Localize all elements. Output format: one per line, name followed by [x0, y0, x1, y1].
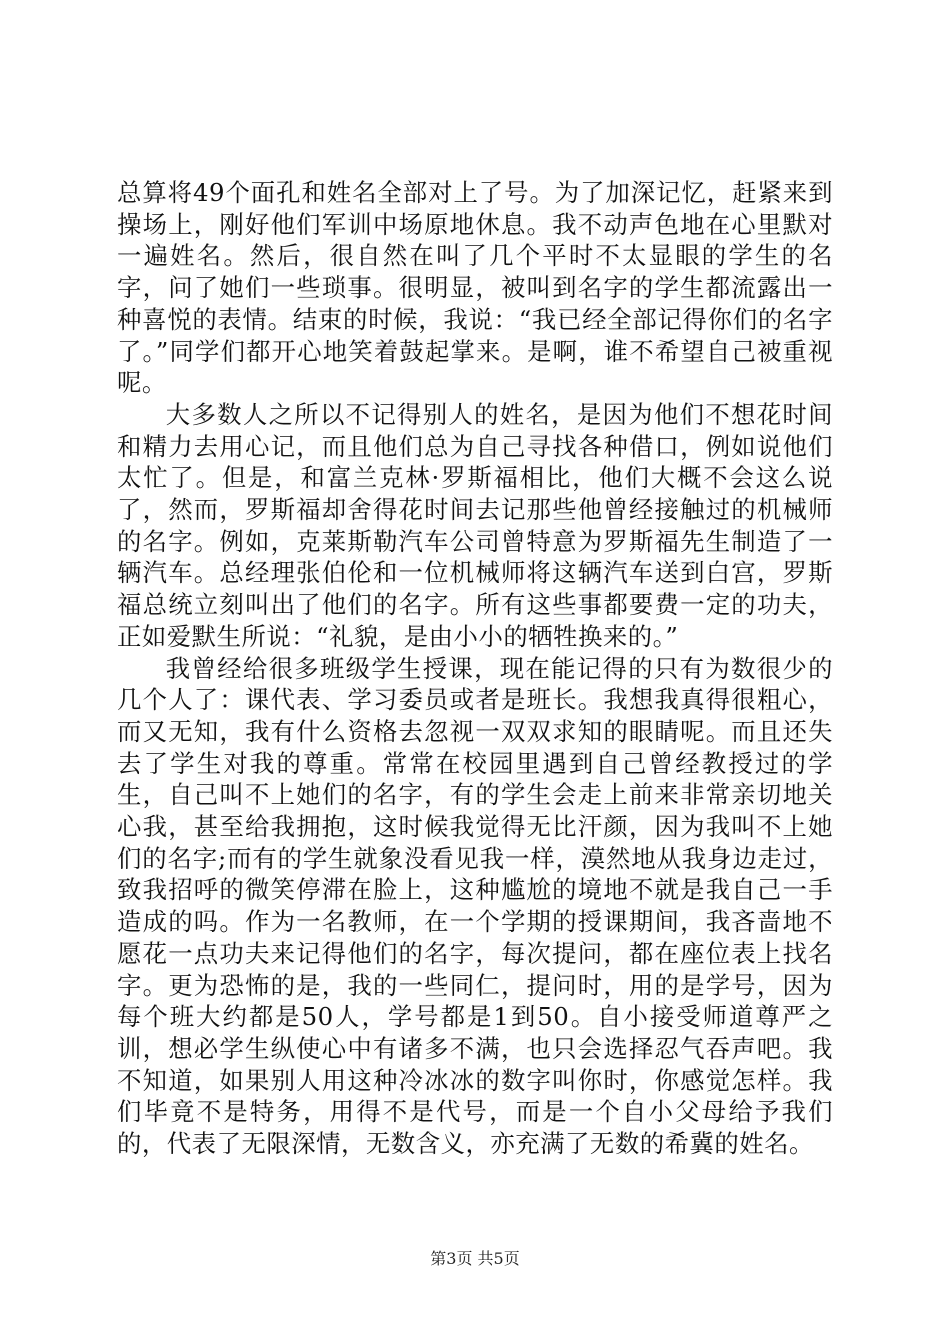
paragraph-2: 大多数人之所以不记得别人的姓名，是因为他们不想花时间和精力去用心记，而且他们总为自己寻找各种借口，例如说他们太忙了。但是，和富兰克林·罗斯福相比，他们大概不会这么说了，然而，罗斯福却舍得花时间去记那些他曾经接触过的机械师的名字。例如，克莱斯勒汽车公司曾特意为罗斯福先生制造了一辆汽车。总经理张伯伦和一位机械师将这辆汽车送到白宫，罗斯福总统立刻叫出了他们的名字。所有这些事都要费一定的功夫，正如爱默生所说：“礼貌，是由小小的牺牲换来的。”: [117, 399, 833, 651]
body-text: [117, 177, 833, 1160]
paragraph-1: 总算将49个面孔和姓名全部对上了号。为了加深记忆，赶紧来到操场上，刚好他们军训中场原地休息。我不动声色地在心里默对一遍姓名。然后，很自然在叫了几个平时不太显眼的学生的名字，问了她们一些琐事。很明显，被叫到名字的学生都流露出一种喜悦的表情。结束的时候，我说：“我已经全部记得你们的名字了。”同学们都开心地笑着鼓起掌来。是啊，谁不希望自己被重视呢。: [117, 178, 833, 398]
paragraph-3: 我曾经给很多班级学生授课，现在能记得的只有为数很少的几个人了：课代表、学习委员或者是班长。我想我真得很粗心，而又无知，我有什么资格去忽视一双双求知的眼睛呢。而且还失去了学生对我的尊重。常常在校园里遇到自己曾经教授过的学生，自己叫不上她们的名字，有的学生会走上前来非常亲切地关心我，甚至给我拥抱，这时候我觉得无比汗颜，因为我叫不上她们的名字;而有的学生就象没看见我一样，漠然地从我身边走过，致我招呼的微笑停滞在脸上，这种尴尬的境地不就是我自己一手造成的吗。作为一名教师，在一个学期的授课期间，我吝啬地不愿花一点功夫来记得他们的名字，每次提问，都在座位表上找名字。更为恐怖的是，我的一些同仁，提问时，用的是学号，因为每个班大约都是50人，学号都是1到50。自小接受师道尊严之训，想必学生纵使心中有诸多不满，也只会选择忍气吞声吧。我不知道，如果别人用这种冷冰冰的数字叫你时，你感觉怎样。我们毕竟不是特务，用得不是代号，而是一个自小父母给予我们的，代表了无限深情，无数含义，亦充满了无数的希冀的姓名。: [117, 653, 833, 1159]
page-footer: 第3页 共5页: [430, 1249, 520, 1268]
